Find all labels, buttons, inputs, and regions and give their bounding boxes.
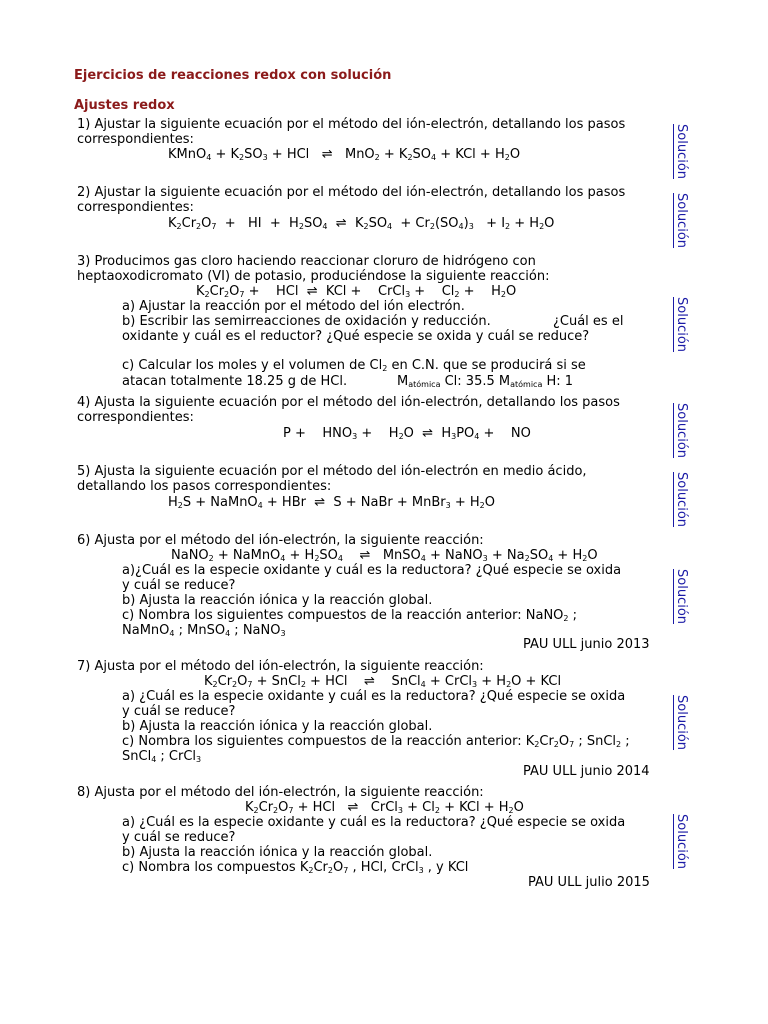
- q6-part-a1: a)¿Cuál es la especie oxidante y cuál es la reductora? ¿Qué especie se oxida: [122, 563, 622, 578]
- q8-part-a1: a) ¿Cuál es la especie oxidante y cuál es la reductora? ¿Qué especie se oxida: [122, 815, 626, 830]
- q6-part-c1: c) Nombra los siguientes compuestos de la reacción anterior: NaNO$_2$ ;: [122, 608, 578, 623]
- q1-line2: correspondientes:: [77, 132, 194, 147]
- q7-line1: 7) Ajusta por el método del ión-electrón, la siguiente reacción:: [77, 659, 484, 674]
- q5-line1: 5) Ajusta la siguiente ecuación por el método del ión-electrón en medio ácido,: [77, 464, 587, 479]
- q4-line1: 4) Ajusta la siguiente ecuación por el método del ión-electrón, detallando los pasos: [77, 395, 620, 410]
- q8-equation: $K_2Cr_2O_7$ + HCl ⇌ CrCl$_3$ + $Cl_2$ + KCl + $H_2O$: [245, 800, 524, 815]
- q7-source: PAU ULL junio 2014: [523, 764, 650, 779]
- q8-part-b: b) Ajusta la reacción iónica y la reacción global.: [122, 845, 433, 860]
- q3-part-b1-right: ¿Cuál es el: [553, 314, 624, 329]
- q7-part-b: b) Ajusta la reacción iónica y la reacción global.: [122, 719, 433, 734]
- solution-link-3[interactable]: Solución: [674, 297, 689, 353]
- q6-line1: 6) Ajusta por el método del ión-electrón, la siguiente reacción:: [77, 533, 484, 548]
- solution-link-1[interactable]: Solución: [674, 124, 689, 180]
- q6-part-b: b) Ajusta la reacción iónica y la reacción global.: [122, 593, 433, 608]
- solution-link-6[interactable]: Solución: [674, 569, 689, 625]
- q6-source: PAU ULL junio 2013: [523, 637, 650, 652]
- q7-part-c1: c) Nombra los siguientes compuestos de la reacción anterior: $K_2Cr_2O_7$ ; SnCl$_2$ ;: [122, 734, 630, 749]
- q7-part-a2: y cuál se reduce?: [122, 704, 236, 719]
- q7-part-a1: a) ¿Cuál es la especie oxidante y cuál es la reductora? ¿Qué especie se oxida: [122, 689, 626, 704]
- q3-equation: $K_2Cr_2O_7$ + HCl ⇌ KCl + CrCl$_3$ + $Cl_2$ + $H_2O$: [196, 284, 517, 299]
- q3-part-c1: c) Calcular los moles y el volumen de $Cl_2$ en C.N. que se producirá si se: [122, 358, 586, 373]
- solution-link-8[interactable]: Solución: [674, 814, 689, 870]
- q3-atomic-masses: $M_{atómica}$ Cl: 35.5 $M_{atómica}$ H: 1: [397, 374, 574, 389]
- section-heading: Ajustes redox: [74, 98, 175, 113]
- q5-equation: $H_2S$ + NaMnO$_4$ + HBr ⇌ S + NaBr + MnBr$_3$ + $H_2O$: [168, 495, 495, 510]
- q7-equation: $K_2Cr_2O_7$ + SnCl$_2$ + HCl ⇌ SnCl$_4$ + CrCl$_3$ + $H_2O$ + KCl: [204, 674, 562, 689]
- q3-line2: heptaoxodicromato (VI) de potasio, produciéndose la siguiente reacción:: [77, 269, 550, 284]
- q8-line1: 8) Ajusta por el método del ión-electrón, la siguiente reacción:: [77, 785, 484, 800]
- q8-part-c1: c) Nombra los compuestos $K_2Cr_2O_7$ , HCl, CrCl$_3$ , y KCl: [122, 860, 469, 875]
- solution-link-2[interactable]: Solución: [674, 193, 689, 249]
- q6-part-a2: y cuál se reduce?: [122, 578, 236, 593]
- q8-source: PAU ULL julio 2015: [528, 875, 650, 890]
- q8-part-a2: y cuál se reduce?: [122, 830, 236, 845]
- q3-part-b1: b) Escribir las semirreacciones de oxidación y reducción.: [122, 314, 491, 329]
- q2-equation: $K_2Cr_2O_7$ + HI + $H_2SO_4$ ⇌ $K_2SO_4 + Cr_2(SO_4)_3 + I_2 + H_2O$: [168, 216, 555, 231]
- q3-line1: 3) Producimos gas cloro haciendo reaccionar cloruro de hidrógeno con: [77, 254, 536, 269]
- q7-part-c2: SnCl$_4$ ; CrCl$_3$: [122, 749, 202, 764]
- q6-part-c2: NaMnO$_4$ ; MnSO$_4$ ; NaNO$_3$: [122, 623, 286, 638]
- page-title: Ejercicios de reacciones redox con solución: [74, 68, 392, 83]
- q3-part-b2: oxidante y cuál es el reductor? ¿Qué especie se oxida y cuál se reduce?: [122, 329, 590, 344]
- solution-link-4[interactable]: Solución: [674, 403, 689, 459]
- q4-line2: correspondientes:: [77, 410, 194, 425]
- q6-equation: NaNO$_2$ + NaMnO$_4$ + $H_2SO_4$ ⇌ MnSO$_4$ + NaNO$_3$ + $Na_2SO_4 + H_2O$: [171, 548, 598, 563]
- q3-part-c2: atacan totalmente 18.25 g de HCl.: [122, 374, 348, 389]
- q2-line2: correspondientes:: [77, 200, 194, 215]
- q5-line2: detallando los pasos correspondientes:: [77, 479, 332, 494]
- q1-line1: 1) Ajustar la siguiente ecuación por el método del ión-electrón, detallando los pasos: [77, 117, 626, 132]
- q3-part-a: a) Ajustar la reacción por el método del ión electrón.: [122, 299, 465, 314]
- solution-link-7[interactable]: Solución: [674, 695, 689, 751]
- q4-equation: P + $HNO_3$ + $H_2O$ ⇌ $H_3PO_4$ + NO: [283, 426, 531, 441]
- q1-equation: KMnO$_4$ + $K_2SO_3$ + HCl ⇌ $MnO_2 + K_2SO_4$ + KCl + $H_2O$: [168, 147, 521, 162]
- solution-link-5[interactable]: Solución: [674, 472, 689, 528]
- q2-line1: 2) Ajustar la siguiente ecuación por el método del ión-electrón, detallando los pasos: [77, 185, 626, 200]
